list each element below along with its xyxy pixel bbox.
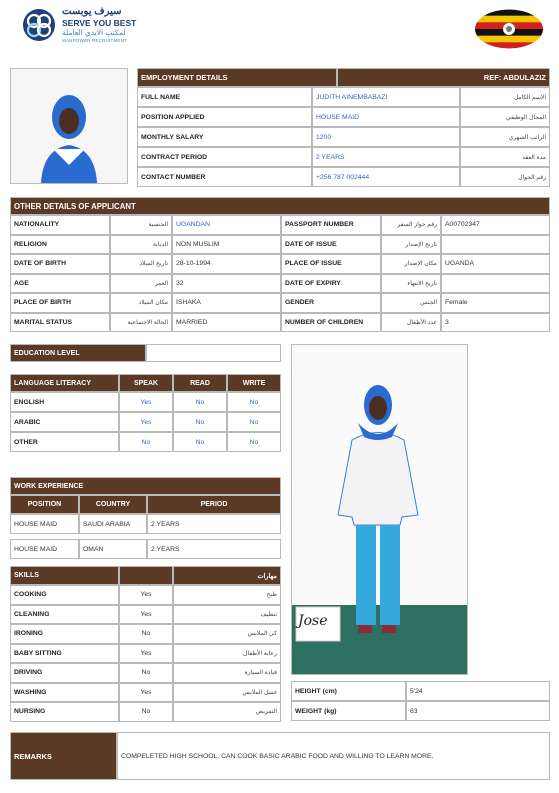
other-label-arabic: عدد الأطفال [381,313,441,333]
weight-label: WEIGHT (kg) [291,701,406,721]
skill-value: No [119,663,173,683]
work-country: SAUDI ARABIA [79,514,147,534]
skill-name: DRIVING [10,663,119,683]
language-level: Yes [119,412,173,432]
language-level: No [173,432,227,452]
education-value [146,344,281,362]
skill-name: IRONING [10,624,119,644]
work-column-header: PERIOD [147,495,281,514]
language-column-header: SPEAK [119,374,173,392]
other-value: UGANDA [441,254,550,274]
skill-name-arabic: تنظيف [173,605,281,625]
employment-label: CONTRACT PERIOD [137,147,312,167]
skill-name-arabic: قيادة السيارة [173,663,281,683]
skill-value: Yes [119,683,173,703]
other-value [441,274,550,294]
other-label: PASSPORT NUMBER [281,215,381,235]
other-value: A00702347 [441,215,550,235]
skill-name: NURSING [10,702,119,722]
other-label: NATIONALITY [10,215,110,235]
education-title: EDUCATION LEVEL [10,344,146,362]
employment-label: CONTACT NUMBER [137,167,312,187]
language-column-header: READ [173,374,227,392]
skill-value: Yes [119,644,173,664]
other-label-arabic: مكان الإصدار [381,254,441,274]
skill-value: Yes [119,605,173,625]
skill-name: WASHING [10,683,119,703]
language-name: OTHER [10,432,119,452]
height-label: HEIGHT (cm) [291,681,406,701]
other-label-arabic: الحالة الاجتماعية [110,313,172,333]
language-level: No [119,432,173,452]
other-label: NUMBER OF CHILDREN [281,313,381,333]
work-country: OMAN [79,539,147,559]
employment-value: +256 787 002444 [312,167,460,187]
skill-name-arabic: كي الملابس [173,624,281,644]
employment-ref: REF: ABDULAZIZ [337,68,550,87]
other-label: AGE [10,274,110,294]
employment-label-arabic: مدة العقد [460,147,550,167]
skill-name-arabic: رعاية الأطفال [173,644,281,664]
work-period: 2 YEARS [147,514,281,534]
skill-name: CLEANING [10,605,119,625]
skill-name: COOKING [10,585,119,605]
employment-label-arabic: رقم الجوال [460,167,550,187]
skills-title: SKILLS [10,566,119,585]
other-value: 28-10-1994 [172,254,281,274]
skill-name-arabic: طبخ [173,585,281,605]
other-label-arabic: الجنس [381,293,441,313]
other-label-arabic: تاريخ الإصدار [381,235,441,255]
work-column-header: COUNTRY [79,495,147,514]
other-label: DATE OF BIRTH [10,254,110,274]
logo-name: SERVE YOU BEST [62,18,137,28]
other-label: MARITAL STATUS [10,313,110,333]
employment-value: JUDITH AINEMBABAZI [312,87,460,107]
uganda-flag-icon [474,9,544,49]
other-value: UGANDAN [172,215,281,235]
language-level: No [227,432,281,452]
logo-arabic: سيرف يوبست [62,6,122,17]
skill-name-arabic: التمريض [173,702,281,722]
employment-label-arabic: الراتب الشهري [460,127,550,147]
language-level: No [227,412,281,432]
other-label-arabic: مكان الميلاد [110,293,172,313]
language-level: Yes [119,392,173,412]
logo-sub: MANPOWER RECRUITMENT [62,38,127,43]
other-label-arabic: العمر [110,274,172,294]
employment-label: FULL NAME [137,87,312,107]
language-level: No [173,412,227,432]
work-position: HOUSE MAID [10,539,79,559]
remarks-text: COMPELETED HIGH SCHOOL. CAN COOK BASIC ARABIC FOOD AND WILLING TO LEARN MORE. [117,732,550,780]
work-period: 2 YEARS [147,539,281,559]
employment-value: HOUSE MAID [312,107,460,127]
skill-value: Yes [119,585,173,605]
employment-label-arabic: الاسم الكامل [460,87,550,107]
work-position: HOUSE MAID [10,514,79,534]
other-label: PLACE OF BIRTH [10,293,110,313]
other-label-arabic: الجنسية [110,215,172,235]
skill-value: No [119,624,173,644]
other-label: RELIGION [10,235,110,255]
other-value [441,235,550,255]
height-value: 5'24 [406,681,550,701]
portrait-photo [10,68,128,184]
other-details-title: OTHER DETAILS OF APPLICANT [10,197,550,215]
language-title: LANGUAGE LITERACY [10,374,119,392]
employment-value: 2 YEARS [312,147,460,167]
other-label: DATE OF ISSUE [281,235,381,255]
employment-label: MONTHLY SALARY [137,127,312,147]
logo-emblem-icon [22,8,56,42]
other-value: NON MUSLIM [172,235,281,255]
skill-name-arabic: غسل الملابس [173,683,281,703]
other-label-arabic: رقم جواز السفر [381,215,441,235]
employment-label-arabic: المجال الوظيفي [460,107,550,127]
language-name: ENGLISH [10,392,119,412]
other-value: 3 [441,313,550,333]
skills-mid [119,566,173,585]
other-value: ISHAKA [172,293,281,313]
other-label: GENDER [281,293,381,313]
other-label-arabic: الديانة [110,235,172,255]
other-label-arabic: تاريخ الانتهاء [381,274,441,294]
weight-value: 63 [406,701,550,721]
work-column-header: POSITION [10,495,79,514]
language-name: ARABIC [10,412,119,432]
language-level: No [227,392,281,412]
photo-signature: Jose [298,613,328,629]
language-column-header: WRITE [227,374,281,392]
employment-value: 1200 [312,127,460,147]
remarks-label: REMARKS [10,732,117,780]
skill-value: No [119,702,173,722]
other-value: MARRIED [172,313,281,333]
language-level: No [173,392,227,412]
company-logo [22,6,152,46]
full-body-photo [291,344,468,675]
skill-name: BABY SITTING [10,644,119,664]
other-label-arabic: تاريخ الميلاد [110,254,172,274]
other-value: Female [441,293,550,313]
employment-title: EMPLOYMENT DETAILS [137,68,337,87]
logo-tagline-arabic: لمكتب الايدي العاملة [62,28,126,37]
other-label: PLACE OF ISSUE [281,254,381,274]
other-label: DATE OF EXPIRY [281,274,381,294]
other-value: 32 [172,274,281,294]
work-title: WORK EXPERIENCE [10,477,281,495]
employment-label: POSITION APPLIED [137,107,312,127]
skills-title-arabic: مهارات [173,566,281,585]
